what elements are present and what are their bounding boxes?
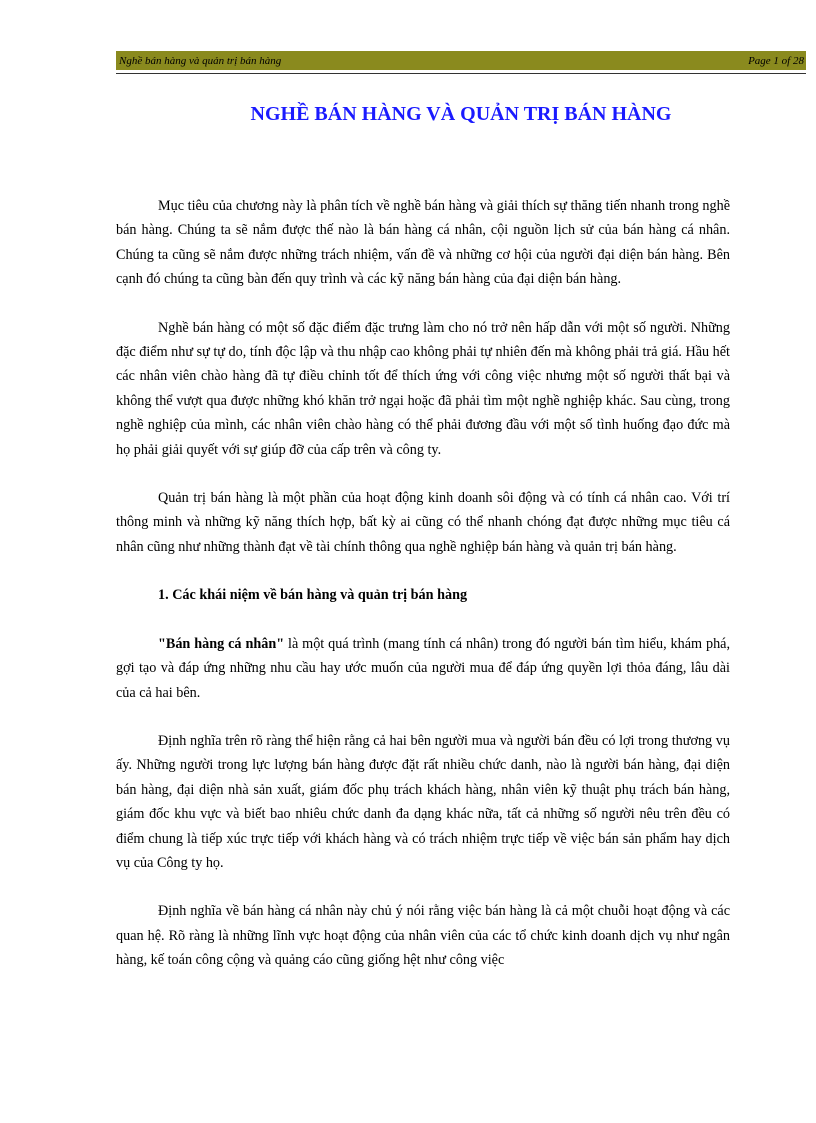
section-heading: 1. Các khái niệm về bán hàng và quản trị bán hàng	[158, 587, 468, 604]
intro-paragraph-3: Quản trị bán hàng là một phần của hoạt động kinh doanh sôi động và có tính cá nhân cao. Với trí thông minh và những kỹ năng thích hợp, bất kỳ ai cũng có thể nhanh chóng đạt được những mục tiêu cá nhân cũng như những thành đạt về tài chính thông qua nghề nghiệp bán hàng và quản trị bán hàng.	[116, 490, 730, 555]
definition-paragraph	[116, 632, 730, 705]
definition-term: "Bán hàng cá nhân"	[158, 635, 285, 652]
definition-text: là một quá trình (mang tính cá nhân) trong đó người bán tìm hiểu, khám phá, gợi tạo và đáp ứng những nhu cầu hay ước muốn của người mua để đáp ứng quyền lợi thỏa đáng, lâu dài của cả hai bên.	[116, 635, 731, 701]
header-document-title: Nghề bán hàng và quản trị bán hàng	[119, 54, 282, 67]
page-header-bar	[116, 51, 806, 70]
document-title: NGHỀ BÁN HÀNG VÀ QUẢN TRỊ BÁN HÀNG	[250, 103, 672, 125]
section-paragraph-2: Định nghĩa trên rõ ràng thể hiện rằng cả hai bên người mua và người bán đều có lợi trong thương vụ ấy. Những người trong lực lượng bán hàng được đặt rất nhiều chức danh, nào là người bán hàng, đại diện bán hàng, đại diện nhà sản xuất, giám đốc phụ trách khách hàng, nhân viên kỹ thuật phụ trách bán hàng, giám đốc khu vực và biết bao nhiêu chức danh đa dạng khác nữa, tất cả những số người nêu trên đều có điểm chung là tiếp xúc trực tiếp với khách hàng và có trách nhiệm trực tiếp về việc bán sản phẩm hay dịch vụ của Công ty họ.	[116, 732, 730, 871]
intro-paragraph-2: Nghề bán hàng có một số đặc điểm đặc trưng làm cho nó trở nên hấp dẫn với một số người. Những đặc điểm như sự tự do, tính độc lập và thu nhập cao không phải tự nhiên đến mà không phải trả giá. Hầu hết các nhân viên chào hàng đã tự điều chỉnh tốt để thích ứng với công việc nhưng một số người thất bại và không thể vượt qua được những khó khăn trở ngại hoặc đã phải tìm một nghề nghiệp khác. Sau cùng, trong nghề nghiệp của mình, các nhân viên chào hàng có thể phải đương đầu với một số tình huống đạo đức mà họ phải giải quyết với sự giúp đỡ của cấp trên và công ty.	[116, 319, 730, 458]
header-divider	[116, 73, 806, 74]
document-body	[116, 194, 730, 997]
section-paragraph-3: Định nghĩa về bán hàng cá nhân này chủ ý nói rằng việc bán hàng là cả một chuỗi hoạt động và các quan hệ. Rõ ràng là những lĩnh vực hoạt động của nhân viên của các tổ chức kinh doanh dịch vụ như ngân hàng, kế toán công cộng và quảng cáo cũng giống hệt như công việc	[116, 903, 730, 969]
intro-paragraph-1: Mục tiêu của chương này là phân tích về nghề bán hàng và giải thích sự thăng tiến nhanh trong nghề bán hàng. Chúng ta sẽ nắm được thế nào là bán hàng cá nhân, cội nguồn lịch sử của bán hàng cá nhân. Chúng ta cũng sẽ nắm được những trách nhiệm, vấn đề và những cơ hội của người đại diện bán hàng. Bên cạnh đó chúng ta cũng bàn đến quy trình và các kỹ năng bán hàng của đại diện bán hàng.	[116, 198, 730, 288]
header-page-number: Page 1 of 28	[748, 54, 804, 67]
